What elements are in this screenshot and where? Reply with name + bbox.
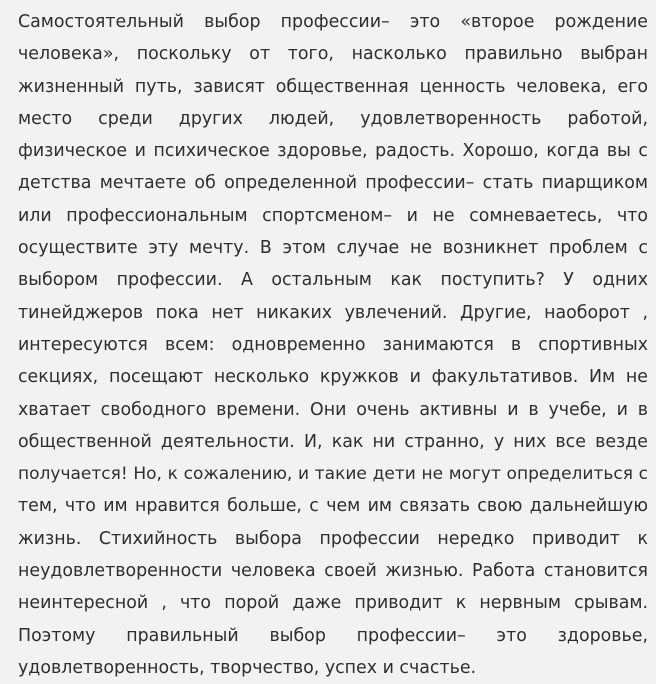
paragraph-line-6: детства мечтаете об определенной профессии– стать пиарщиком — [18, 173, 648, 194]
paragraph-line-12: секциях, посещают несколько кружков и факультативов. Им не — [18, 367, 648, 388]
paragraph-line-21: удовлетворенность, творчество, успех и счастье. — [18, 657, 477, 678]
paragraph-line-8: осуществите эту мечту. В этом случае не возникнет проблем с — [18, 238, 648, 259]
paragraph-line-2: человека», поскольку от того, насколько правильно выбран — [18, 44, 648, 65]
paragraph-line-5: физическое и психическое здоровье, радость. Хорошо, когда вы с — [18, 141, 648, 162]
paragraph-line-7: или профессиональным спортсменом– и не сомневаетесь, что — [18, 205, 648, 226]
paragraph-line-9: выбором профессии. А остальным как поступить? У одних — [18, 270, 648, 291]
paragraph-line-13: хватает свободного времени. Они очень активны и в учебе, и в — [18, 399, 648, 420]
paragraph-line-1: Самостоятельный выбор профессии– это «второе рождение — [18, 12, 648, 32]
paragraph-line-15: получается! Но, к сожалению, и такие дети не могут определиться с — [18, 464, 648, 485]
paragraph-line-20: Поэтому правильный выбор профессии– это здоровье, — [18, 625, 648, 646]
paragraph-line-4: место среди других людей, удовлетворенность работой, — [18, 108, 648, 129]
paragraph-line-18: неудовлетворенности человека своей жизнью. Работа становится — [18, 561, 648, 582]
paragraph-line-16: тем, что им нравится больше, с чем им связать свою дальнейшую — [18, 496, 648, 517]
paragraph-line-3: жизненный путь, зависят общественная ценность человека, его — [18, 76, 648, 97]
paragraph-line-11: интересуются всем: одновременно занимаются в спортивных — [18, 334, 648, 355]
paragraph-line-19: неинтересной , что порой даже приводит к нервным срывам. — [18, 593, 648, 614]
paragraph-line-10: тинейджеров пока нет никаких увлечений. Другие, наоборот , — [18, 302, 648, 323]
body-paragraph — [18, 6, 648, 684]
paragraph-line-17: жизнь. Стихийность выбора профессии нередко приводит к — [18, 528, 648, 549]
paragraph-line-14: общественной деятельности. И, как ни странно, у них все везде — [18, 431, 648, 452]
